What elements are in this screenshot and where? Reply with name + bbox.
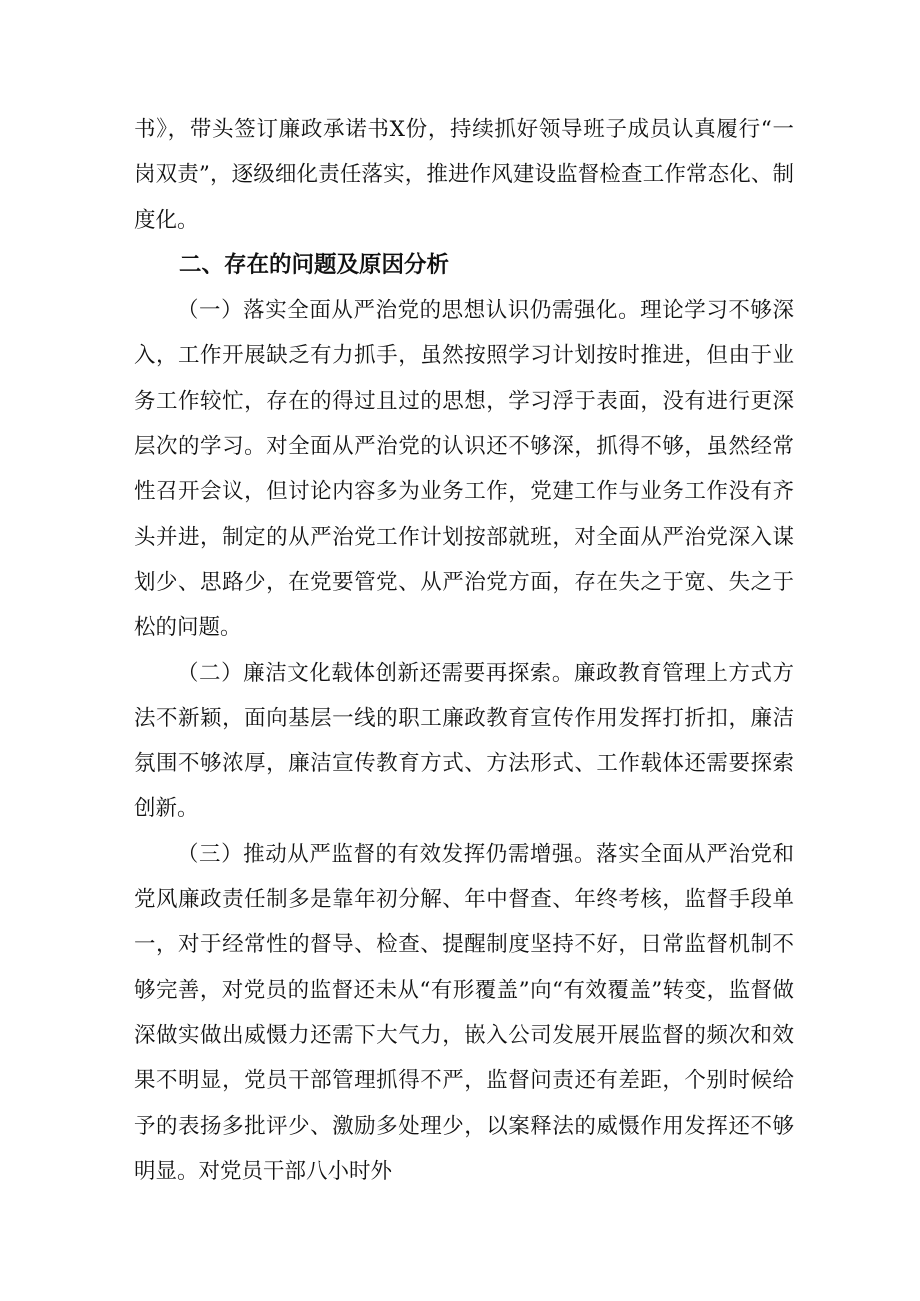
paragraph-problem-3: （三）推动从严监督的有效发挥仍需增强。落实全面从严治党和党风廉政责任制多是靠年初分解、年中督查、年终考核，监督手段单一，对于经常性的督导、检查、提醒制度坚持不好，日常监督机制不够完善，对党员的监督还未从“有形覆盖”向“有效覆盖”转变，监督做深做实做出威慑力还需下大气力，嵌入公司发展开展监督的频次和效果不明显，党员干部管理抓得不严，监督问责还有差距，个别时候给予的表扬多批评少、激励多处理少，以案释法的威慑作用发挥还不够明显。对党员干部八小时外 [134,841,794,1184]
paragraph-problem-2: （二）廉洁文化载体创新还需要再探索。廉政教育管理上方式方法不新颖，面向基层一线的职工廉政教育宣传作用发挥打折扣，廉洁氛围不够浓厚，廉洁宣传教育方式、方法形式、工作载体还需要探索创新。 [134,660,794,822]
document-body [134,107,794,1194]
paragraph-problem-1: （一）落实全面从严治党的思想认识仍需强化。理论学习不够深入，工作开展缺乏有力抓手，虽然按照学习计划按时推进，但由于业务工作较忙，存在的得过且过的思想，学习浮于表面，没有进行更深层次的学习。对全面从严治党的认识还不够深，抓得不够，虽然经常性召开会议，但讨论内容多为业务工作，党建工作与业务工作没有齐头并进，制定的从严治党工作计划按部就班，对全面从严治党深入谋划少、思路少，在党要管党、从严治党方面，存在失之于宽、失之于松的问题。 [134,298,794,641]
section-heading-problems-analysis: 二、存在的问题及原因分析 [179,251,450,278]
paragraph-commitment-continued: 书》，带头签订廉政承诺书X份，持续抓好领导班子成员认真履行“一岗双责”，逐级细化责任落实，推进作风建设监督检查工作常态化、制度化。 [134,117,794,233]
